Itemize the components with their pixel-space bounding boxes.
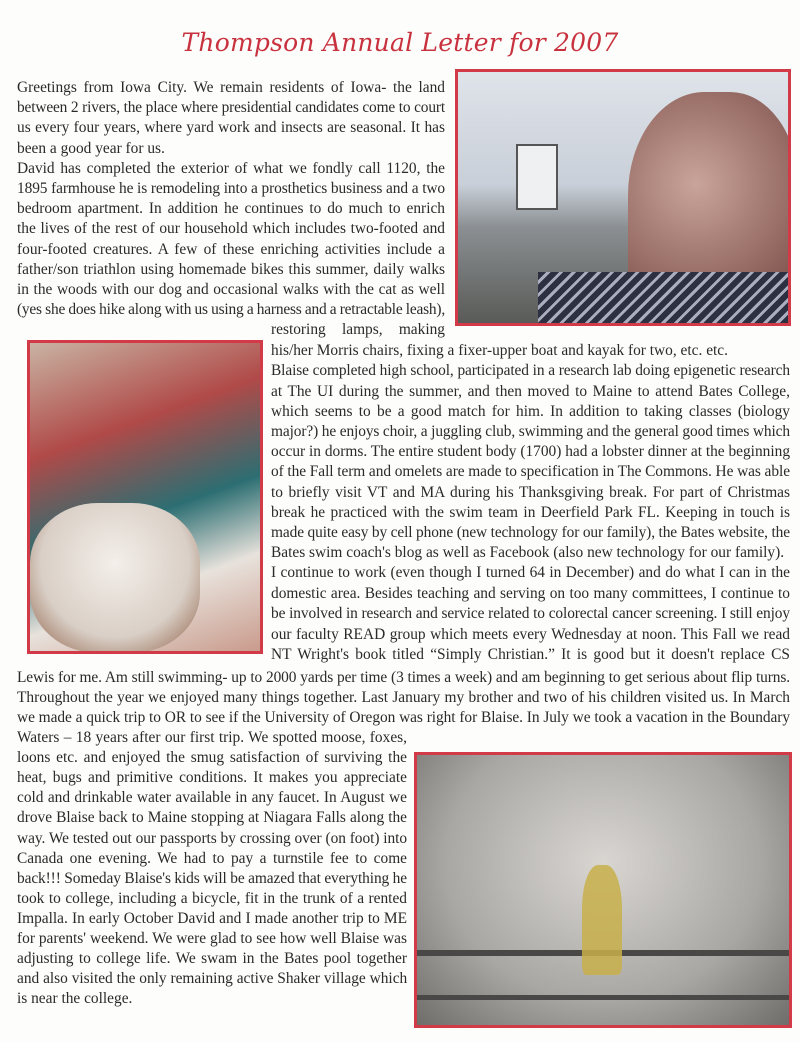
text-line: drove Blaise back to Maine stopping at Niagara Falls along the [17,809,407,827]
text-line: occur in dorms. The entire student body (1700) had a lobster dinner at the beginning [271,443,791,461]
text-line: domestic area. Besides teaching and serving on too many committees, I continue to [271,584,790,602]
text-line: Blaise completed high school, participated in a research lab doing epigenetic research [271,362,790,380]
text-line: back!!! Someday Blaise's kids will be amazed that everything he [17,869,408,887]
text-line: our faculty READ group which meets every Wednesday at noon. This Fall we read [271,625,790,643]
railing-lower [417,995,789,1000]
person-in-poncho [582,865,622,975]
text-line: loons etc. and enjoyed the smug satisfaction of surviving the [17,749,407,767]
text-line: the lives of the rest of our household which includes two-footed and [17,220,445,238]
text-line: four-footed creatures. A few of these enriching activities include a [17,240,445,258]
dog [30,503,200,653]
text-line: David has completed the exterior of what we fondly call 1120, the [17,159,445,177]
text-line: of the Fall term and omelets are made to specification in The Commons. He was able [271,463,790,481]
text-line: made quite easy by cell phone (new technology for our family), the Bates website, the [271,523,790,541]
text-line: NT Wright's book titled “Simply Christian.” It is good but it doesn't replace CS [271,646,790,663]
text-line: been a good year for us. [17,139,165,157]
text-line: his/her Morris chairs, fixing a fixer-upper boat and kayak for two, etc. etc. [271,342,728,359]
text-line: Bates swim coach's blog as well as Facebook (also new technology for our family). [271,544,785,562]
text-line: be involved in research and service related to colorectal cancer screening. I still enjoy [271,605,790,622]
text-line: adjusting to college life. We swam in the Bates pool together [17,950,407,968]
letter-title: Thompson Annual Letter for 2007 [181,28,619,57]
text-line: restoring lamps, making [271,321,445,339]
text-line: I continue to work (even though I turned 64 in December) and do what I can in the [271,564,790,581]
reading-with-cat-and-dog-photo [27,340,263,654]
text-line: at The UI during the summer, and then moved to Maine to attend Bates College, [271,382,790,400]
text-line: is near the college. [17,990,133,1008]
text-line: us every four years, where yard work and insects are seasonal. It has [17,119,445,137]
text-line: which seems to be a good match for him. In addition to taking classes (biology [271,402,790,420]
welcome-sign [516,144,558,210]
text-line: major?) he enjoys choir, a juggling club, swimming and the general good times which [271,422,790,440]
text-line: Lewis for me. Am still swimming- up to 2000 yards per time (3 times a week) and am beginning to get serious about flip turns. [17,669,790,686]
text-line: Throughout the year we enjoyed many things together. Last January my brother and two of his children visited us. In March [17,689,790,706]
scarf [538,272,791,326]
text-line: break he practiced with the swim team in Deerfield Park FL. Keeping in touch is [271,503,790,521]
text-line: between 2 rivers, the place where presidential candidates come to court [17,99,445,117]
text-line: Waters – 18 years after our first trip. We spotted moose, foxes, [17,729,407,746]
text-line: for parents' weekend. We were glad to see how well Blaise was [17,930,407,947]
text-line: father/son triathlon using homemade bikes this summer, daily walks [17,260,445,278]
text-line: took to college, including a bicycle, fit in the trunk of a rented [17,889,407,907]
niagara-falls-mist-photo [414,752,792,1028]
text-line: and also visited the only remaining active Shaker village which [17,970,408,988]
text-line: (yes she does hike along with us using a harness and a retractable leash), [17,301,445,319]
text-line: cold and drinkable water available in any faucet. In August we [17,789,407,807]
text-line: bedroom apartment. In addition he continues to do much to enrich [17,200,445,218]
text-line: heat, bugs and primitive conditions. It makes you appreciate [17,769,407,787]
text-line: to briefly visit VT and MA during his Thanksgiving break. For part of Christmas [271,483,790,501]
text-line: Greetings from Iowa City. We remain residents of Iowa- the land [17,79,445,96]
text-line: Impalla. In early October David and I made another trip to ME [17,909,407,927]
david-at-lobster-stand-photo [455,69,791,326]
text-line: we made a quick trip to OR to see if the University of Oregon was right for Blaise. In July we took a vacation in the Boundary [17,709,790,726]
text-line: Canada one evening. We had to pay a turnstile fee to come [17,849,407,867]
text-line: in the woods with our dog and occasional walks with the cat as well [17,281,445,298]
text-line: way. We tested out our passports by crossing over (on foot) into [17,829,407,847]
text-line: 1895 farmhouse he is remodeling into a prosthetics business and a two [17,180,445,197]
